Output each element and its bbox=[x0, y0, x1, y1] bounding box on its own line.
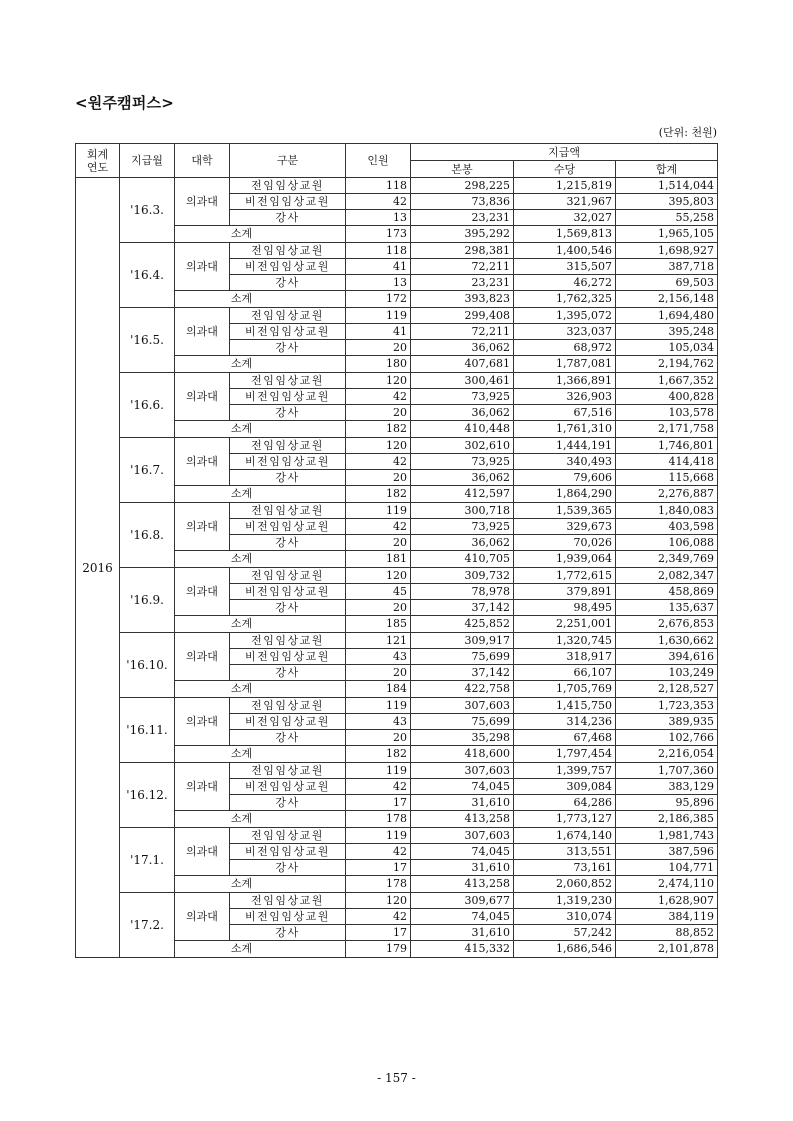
total-cell: 2,186,385 bbox=[616, 811, 718, 828]
total-cell: 2,171,758 bbox=[616, 421, 718, 438]
personnel-cell: 20 bbox=[346, 535, 411, 551]
college-cell: 의과대 bbox=[175, 438, 230, 486]
total-cell: 458,869 bbox=[616, 584, 718, 600]
category-cell: 전임임상교원 bbox=[230, 178, 346, 194]
table-row bbox=[76, 438, 718, 454]
allowance-cell: 1,705,769 bbox=[514, 681, 616, 698]
base-cell: 73,925 bbox=[411, 454, 514, 470]
total-cell: 103,249 bbox=[616, 665, 718, 681]
header-college: 대학 bbox=[175, 144, 230, 178]
total-cell: 1,746,801 bbox=[616, 438, 718, 454]
table-row bbox=[76, 178, 718, 194]
table-row bbox=[76, 308, 718, 324]
personnel-cell: 178 bbox=[346, 811, 411, 828]
category-cell: 비전임임상교원 bbox=[230, 779, 346, 795]
total-cell: 104,771 bbox=[616, 860, 718, 876]
allowance-cell: 309,084 bbox=[514, 779, 616, 795]
base-cell: 73,836 bbox=[411, 194, 514, 210]
total-cell: 95,896 bbox=[616, 795, 718, 811]
personnel-cell: 20 bbox=[346, 405, 411, 421]
personnel-cell: 179 bbox=[346, 941, 411, 958]
personnel-cell: 119 bbox=[346, 763, 411, 779]
college-cell: 의과대 bbox=[175, 568, 230, 616]
allowance-cell: 310,074 bbox=[514, 909, 616, 925]
allowance-cell: 1,395,072 bbox=[514, 308, 616, 324]
category-cell: 전임임상교원 bbox=[230, 568, 346, 584]
category-cell: 비전임임상교원 bbox=[230, 519, 346, 535]
allowance-cell: 1,539,365 bbox=[514, 503, 616, 519]
header-category: 구분 bbox=[230, 144, 346, 178]
personnel-cell: 42 bbox=[346, 844, 411, 860]
college-cell: 의과대 bbox=[175, 243, 230, 291]
total-cell: 1,723,353 bbox=[616, 698, 718, 714]
category-cell: 전임임상교원 bbox=[230, 503, 346, 519]
subtotal-label: 소계 bbox=[175, 486, 346, 503]
header-fiscal-year: 회계 연도 bbox=[76, 144, 120, 178]
allowance-cell: 323,037 bbox=[514, 324, 616, 340]
pay-month-cell: '16.10. bbox=[120, 633, 175, 698]
page-title: <원주캠퍼스> bbox=[75, 94, 174, 112]
base-cell: 36,062 bbox=[411, 405, 514, 421]
allowance-cell: 1,787,081 bbox=[514, 356, 616, 373]
total-cell: 102,766 bbox=[616, 730, 718, 746]
total-cell: 389,935 bbox=[616, 714, 718, 730]
base-cell: 300,461 bbox=[411, 373, 514, 389]
allowance-cell: 1,686,546 bbox=[514, 941, 616, 958]
allowance-cell: 2,060,852 bbox=[514, 876, 616, 893]
total-cell: 2,216,054 bbox=[616, 746, 718, 763]
total-cell: 403,598 bbox=[616, 519, 718, 535]
total-cell: 55,258 bbox=[616, 210, 718, 226]
base-cell: 36,062 bbox=[411, 470, 514, 486]
base-cell: 78,978 bbox=[411, 584, 514, 600]
personnel-cell: 119 bbox=[346, 698, 411, 714]
category-cell: 비전임임상교원 bbox=[230, 259, 346, 275]
header-amount: 지급액 bbox=[411, 144, 718, 161]
subtotal-label: 소계 bbox=[175, 421, 346, 438]
base-cell: 309,732 bbox=[411, 568, 514, 584]
base-cell: 72,211 bbox=[411, 324, 514, 340]
page-number: - 157 - bbox=[377, 1071, 416, 1085]
base-cell: 72,211 bbox=[411, 259, 514, 275]
subtotal-label: 소계 bbox=[175, 291, 346, 308]
base-cell: 410,705 bbox=[411, 551, 514, 568]
college-cell: 의과대 bbox=[175, 633, 230, 681]
allowance-cell: 64,286 bbox=[514, 795, 616, 811]
base-cell: 23,231 bbox=[411, 275, 514, 291]
base-cell: 36,062 bbox=[411, 340, 514, 356]
allowance-cell: 1,762,325 bbox=[514, 291, 616, 308]
category-cell: 강사 bbox=[230, 795, 346, 811]
college-cell: 의과대 bbox=[175, 828, 230, 876]
base-cell: 395,292 bbox=[411, 226, 514, 243]
total-cell: 1,630,662 bbox=[616, 633, 718, 649]
total-cell: 394,616 bbox=[616, 649, 718, 665]
category-cell: 전임임상교원 bbox=[230, 243, 346, 259]
category-cell: 비전임임상교원 bbox=[230, 649, 346, 665]
personnel-cell: 20 bbox=[346, 600, 411, 616]
allowance-cell: 1,773,127 bbox=[514, 811, 616, 828]
personnel-cell: 118 bbox=[346, 243, 411, 259]
personnel-cell: 17 bbox=[346, 860, 411, 876]
base-cell: 74,045 bbox=[411, 844, 514, 860]
base-cell: 302,610 bbox=[411, 438, 514, 454]
base-cell: 36,062 bbox=[411, 535, 514, 551]
personnel-cell: 182 bbox=[346, 421, 411, 438]
category-cell: 강사 bbox=[230, 210, 346, 226]
category-cell: 비전임임상교원 bbox=[230, 389, 346, 405]
base-cell: 75,699 bbox=[411, 649, 514, 665]
base-cell: 74,045 bbox=[411, 779, 514, 795]
table-body bbox=[76, 178, 718, 958]
personnel-cell: 118 bbox=[346, 178, 411, 194]
total-cell: 69,503 bbox=[616, 275, 718, 291]
personnel-cell: 120 bbox=[346, 893, 411, 909]
allowance-cell: 1,864,290 bbox=[514, 486, 616, 503]
total-cell: 1,698,927 bbox=[616, 243, 718, 259]
total-cell: 1,965,105 bbox=[616, 226, 718, 243]
total-cell: 1,628,907 bbox=[616, 893, 718, 909]
base-cell: 73,925 bbox=[411, 519, 514, 535]
total-cell: 1,981,743 bbox=[616, 828, 718, 844]
allowance-cell: 1,569,813 bbox=[514, 226, 616, 243]
allowance-cell: 73,161 bbox=[514, 860, 616, 876]
salary-table bbox=[75, 143, 718, 958]
base-cell: 31,610 bbox=[411, 860, 514, 876]
college-cell: 의과대 bbox=[175, 503, 230, 551]
personnel-cell: 184 bbox=[346, 681, 411, 698]
base-cell: 307,603 bbox=[411, 763, 514, 779]
allowance-cell: 315,507 bbox=[514, 259, 616, 275]
allowance-cell: 321,967 bbox=[514, 194, 616, 210]
subtotal-label: 소계 bbox=[175, 746, 346, 763]
table-row bbox=[76, 698, 718, 714]
personnel-cell: 13 bbox=[346, 275, 411, 291]
category-cell: 전임임상교원 bbox=[230, 763, 346, 779]
category-cell: 전임임상교원 bbox=[230, 893, 346, 909]
category-cell: 강사 bbox=[230, 405, 346, 421]
base-cell: 73,925 bbox=[411, 389, 514, 405]
total-cell: 115,668 bbox=[616, 470, 718, 486]
fiscal-year-cell: 2016 bbox=[76, 178, 120, 958]
table-row bbox=[76, 633, 718, 649]
total-cell: 1,694,480 bbox=[616, 308, 718, 324]
allowance-cell: 32,027 bbox=[514, 210, 616, 226]
table-row bbox=[76, 243, 718, 259]
allowance-cell: 1,444,191 bbox=[514, 438, 616, 454]
base-cell: 298,225 bbox=[411, 178, 514, 194]
header-base: 본봉 bbox=[411, 161, 514, 178]
category-cell: 비전임임상교원 bbox=[230, 194, 346, 210]
allowance-cell: 1,674,140 bbox=[514, 828, 616, 844]
total-cell: 2,128,527 bbox=[616, 681, 718, 698]
allowance-cell: 1,939,064 bbox=[514, 551, 616, 568]
category-cell: 전임임상교원 bbox=[230, 828, 346, 844]
allowance-cell: 1,761,310 bbox=[514, 421, 616, 438]
subtotal-label: 소계 bbox=[175, 941, 346, 958]
total-cell: 1,667,352 bbox=[616, 373, 718, 389]
category-cell: 강사 bbox=[230, 470, 346, 486]
category-cell: 비전임임상교원 bbox=[230, 909, 346, 925]
total-cell: 2,101,878 bbox=[616, 941, 718, 958]
category-cell: 전임임상교원 bbox=[230, 308, 346, 324]
total-cell: 395,803 bbox=[616, 194, 718, 210]
base-cell: 37,142 bbox=[411, 665, 514, 681]
table-row bbox=[76, 373, 718, 389]
personnel-cell: 178 bbox=[346, 876, 411, 893]
pay-month-cell: '16.5. bbox=[120, 308, 175, 373]
subtotal-label: 소계 bbox=[175, 356, 346, 373]
total-cell: 88,852 bbox=[616, 925, 718, 941]
category-cell: 비전임임상교원 bbox=[230, 714, 346, 730]
base-cell: 307,603 bbox=[411, 828, 514, 844]
pay-month-cell: '16.11. bbox=[120, 698, 175, 763]
personnel-cell: 180 bbox=[346, 356, 411, 373]
personnel-cell: 17 bbox=[346, 795, 411, 811]
base-cell: 413,258 bbox=[411, 876, 514, 893]
category-cell: 전임임상교원 bbox=[230, 373, 346, 389]
allowance-cell: 313,551 bbox=[514, 844, 616, 860]
allowance-cell: 1,797,454 bbox=[514, 746, 616, 763]
base-cell: 75,699 bbox=[411, 714, 514, 730]
base-cell: 298,381 bbox=[411, 243, 514, 259]
total-cell: 400,828 bbox=[616, 389, 718, 405]
college-cell: 의과대 bbox=[175, 308, 230, 356]
subtotal-label: 소계 bbox=[175, 551, 346, 568]
college-cell: 의과대 bbox=[175, 373, 230, 421]
total-cell: 384,119 bbox=[616, 909, 718, 925]
college-cell: 의과대 bbox=[175, 763, 230, 811]
category-cell: 비전임임상교원 bbox=[230, 844, 346, 860]
category-cell: 전임임상교원 bbox=[230, 438, 346, 454]
total-cell: 2,349,769 bbox=[616, 551, 718, 568]
allowance-cell: 67,468 bbox=[514, 730, 616, 746]
category-cell: 강사 bbox=[230, 275, 346, 291]
base-cell: 309,917 bbox=[411, 633, 514, 649]
personnel-cell: 181 bbox=[346, 551, 411, 568]
personnel-cell: 182 bbox=[346, 746, 411, 763]
total-cell: 387,596 bbox=[616, 844, 718, 860]
category-cell: 비전임임상교원 bbox=[230, 454, 346, 470]
header-total: 합계 bbox=[616, 161, 718, 178]
header-personnel: 인원 bbox=[346, 144, 411, 178]
header-allowance: 수당 bbox=[514, 161, 616, 178]
base-cell: 418,600 bbox=[411, 746, 514, 763]
allowance-cell: 1,415,750 bbox=[514, 698, 616, 714]
allowance-cell: 379,891 bbox=[514, 584, 616, 600]
base-cell: 422,758 bbox=[411, 681, 514, 698]
subtotal-label: 소계 bbox=[175, 226, 346, 243]
personnel-cell: 42 bbox=[346, 194, 411, 210]
pay-month-cell: '17.1. bbox=[120, 828, 175, 893]
personnel-cell: 43 bbox=[346, 714, 411, 730]
personnel-cell: 173 bbox=[346, 226, 411, 243]
total-cell: 387,718 bbox=[616, 259, 718, 275]
personnel-cell: 20 bbox=[346, 340, 411, 356]
allowance-cell: 318,917 bbox=[514, 649, 616, 665]
personnel-cell: 20 bbox=[346, 730, 411, 746]
pay-month-cell: '16.3. bbox=[120, 178, 175, 243]
base-cell: 393,823 bbox=[411, 291, 514, 308]
personnel-cell: 20 bbox=[346, 470, 411, 486]
subtotal-label: 소계 bbox=[175, 876, 346, 893]
allowance-cell: 326,903 bbox=[514, 389, 616, 405]
personnel-cell: 185 bbox=[346, 616, 411, 633]
allowance-cell: 68,972 bbox=[514, 340, 616, 356]
pay-month-cell: '16.8. bbox=[120, 503, 175, 568]
personnel-cell: 13 bbox=[346, 210, 411, 226]
table-row bbox=[76, 568, 718, 584]
table-header bbox=[76, 144, 718, 178]
allowance-cell: 329,673 bbox=[514, 519, 616, 535]
total-cell: 2,276,887 bbox=[616, 486, 718, 503]
total-cell: 103,578 bbox=[616, 405, 718, 421]
pay-month-cell: '16.7. bbox=[120, 438, 175, 503]
allowance-cell: 2,251,001 bbox=[514, 616, 616, 633]
subtotal-label: 소계 bbox=[175, 616, 346, 633]
total-cell: 106,088 bbox=[616, 535, 718, 551]
pay-month-cell: '16.4. bbox=[120, 243, 175, 308]
personnel-cell: 121 bbox=[346, 633, 411, 649]
base-cell: 413,258 bbox=[411, 811, 514, 828]
personnel-cell: 120 bbox=[346, 373, 411, 389]
category-cell: 강사 bbox=[230, 600, 346, 616]
base-cell: 307,603 bbox=[411, 698, 514, 714]
personnel-cell: 172 bbox=[346, 291, 411, 308]
allowance-cell: 79,606 bbox=[514, 470, 616, 486]
personnel-cell: 119 bbox=[346, 828, 411, 844]
category-cell: 강사 bbox=[230, 925, 346, 941]
table-row bbox=[76, 893, 718, 909]
total-cell: 395,248 bbox=[616, 324, 718, 340]
personnel-cell: 42 bbox=[346, 454, 411, 470]
personnel-cell: 42 bbox=[346, 909, 411, 925]
personnel-cell: 45 bbox=[346, 584, 411, 600]
header-pay-month: 지급월 bbox=[120, 144, 175, 178]
pay-month-cell: '16.12. bbox=[120, 763, 175, 828]
table-row bbox=[76, 503, 718, 519]
subtotal-label: 소계 bbox=[175, 681, 346, 698]
personnel-cell: 43 bbox=[346, 649, 411, 665]
category-cell: 강사 bbox=[230, 340, 346, 356]
unit-label: (단위: 천원) bbox=[658, 126, 717, 139]
category-cell: 강사 bbox=[230, 860, 346, 876]
category-cell: 비전임임상교원 bbox=[230, 584, 346, 600]
total-cell: 1,707,360 bbox=[616, 763, 718, 779]
category-cell: 전임임상교원 bbox=[230, 698, 346, 714]
base-cell: 309,677 bbox=[411, 893, 514, 909]
base-cell: 412,597 bbox=[411, 486, 514, 503]
allowance-cell: 1,215,819 bbox=[514, 178, 616, 194]
allowance-cell: 66,107 bbox=[514, 665, 616, 681]
base-cell: 74,045 bbox=[411, 909, 514, 925]
personnel-cell: 42 bbox=[346, 519, 411, 535]
allowance-cell: 1,399,757 bbox=[514, 763, 616, 779]
personnel-cell: 120 bbox=[346, 438, 411, 454]
total-cell: 1,840,083 bbox=[616, 503, 718, 519]
allowance-cell: 57,242 bbox=[514, 925, 616, 941]
base-cell: 407,681 bbox=[411, 356, 514, 373]
college-cell: 의과대 bbox=[175, 178, 230, 226]
total-cell: 2,082,347 bbox=[616, 568, 718, 584]
allowance-cell: 1,320,745 bbox=[514, 633, 616, 649]
allowance-cell: 67,516 bbox=[514, 405, 616, 421]
allowance-cell: 1,366,891 bbox=[514, 373, 616, 389]
category-cell: 강사 bbox=[230, 730, 346, 746]
base-cell: 31,610 bbox=[411, 795, 514, 811]
college-cell: 의과대 bbox=[175, 893, 230, 941]
total-cell: 383,129 bbox=[616, 779, 718, 795]
base-cell: 35,298 bbox=[411, 730, 514, 746]
personnel-cell: 120 bbox=[346, 568, 411, 584]
personnel-cell: 41 bbox=[346, 324, 411, 340]
personnel-cell: 20 bbox=[346, 665, 411, 681]
total-cell: 105,034 bbox=[616, 340, 718, 356]
base-cell: 299,408 bbox=[411, 308, 514, 324]
base-cell: 37,142 bbox=[411, 600, 514, 616]
personnel-cell: 42 bbox=[346, 779, 411, 795]
total-cell: 2,676,853 bbox=[616, 616, 718, 633]
pay-month-cell: '17.2. bbox=[120, 893, 175, 958]
table-row bbox=[76, 763, 718, 779]
personnel-cell: 42 bbox=[346, 389, 411, 405]
base-cell: 425,852 bbox=[411, 616, 514, 633]
subtotal-label: 소계 bbox=[175, 811, 346, 828]
personnel-cell: 182 bbox=[346, 486, 411, 503]
allowance-cell: 1,319,230 bbox=[514, 893, 616, 909]
table-row bbox=[76, 828, 718, 844]
allowance-cell: 70,026 bbox=[514, 535, 616, 551]
total-cell: 2,194,762 bbox=[616, 356, 718, 373]
category-cell: 강사 bbox=[230, 665, 346, 681]
pay-month-cell: '16.6. bbox=[120, 373, 175, 438]
allowance-cell: 98,495 bbox=[514, 600, 616, 616]
total-cell: 1,514,044 bbox=[616, 178, 718, 194]
total-cell: 2,474,110 bbox=[616, 876, 718, 893]
allowance-cell: 46,272 bbox=[514, 275, 616, 291]
personnel-cell: 119 bbox=[346, 308, 411, 324]
base-cell: 415,332 bbox=[411, 941, 514, 958]
category-cell: 비전임임상교원 bbox=[230, 324, 346, 340]
allowance-cell: 1,400,546 bbox=[514, 243, 616, 259]
personnel-cell: 119 bbox=[346, 503, 411, 519]
personnel-cell: 17 bbox=[346, 925, 411, 941]
base-cell: 31,610 bbox=[411, 925, 514, 941]
college-cell: 의과대 bbox=[175, 698, 230, 746]
total-cell: 414,418 bbox=[616, 454, 718, 470]
allowance-cell: 1,772,615 bbox=[514, 568, 616, 584]
total-cell: 135,637 bbox=[616, 600, 718, 616]
personnel-cell: 41 bbox=[346, 259, 411, 275]
base-cell: 300,718 bbox=[411, 503, 514, 519]
base-cell: 410,448 bbox=[411, 421, 514, 438]
total-cell: 2,156,148 bbox=[616, 291, 718, 308]
category-cell: 전임임상교원 bbox=[230, 633, 346, 649]
allowance-cell: 340,493 bbox=[514, 454, 616, 470]
category-cell: 강사 bbox=[230, 535, 346, 551]
base-cell: 23,231 bbox=[411, 210, 514, 226]
pay-month-cell: '16.9. bbox=[120, 568, 175, 633]
allowance-cell: 314,236 bbox=[514, 714, 616, 730]
